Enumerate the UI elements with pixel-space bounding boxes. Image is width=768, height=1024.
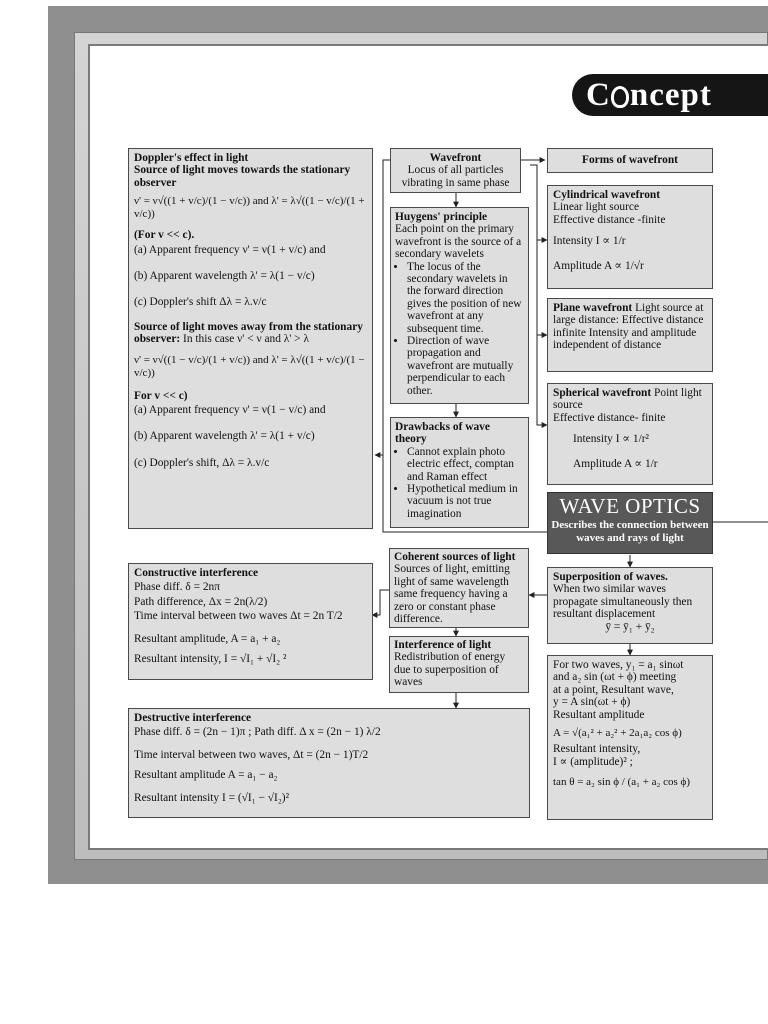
drawbacks-list xyxy=(395,446,524,520)
destructive-intensity: Resultant intensity I = (√I₁ − √I₂)² xyxy=(134,791,290,804)
doppler-away-formula: ν' = ν√((1 − v/c)/(1 + v/c)) and λ' = λ√((1 + v/c)/(1 − v/c)) xyxy=(134,353,365,379)
destructive-phase-path: Phase diff. δ = (2n − 1)π ; Path diff. Δ x = (2n − 1) λ/2 xyxy=(134,726,381,739)
two-waves-line-5: Resultant amplitude xyxy=(553,708,645,721)
plane-title: Plane wavefront xyxy=(553,302,633,314)
constructive-phase: Phase diff. δ = 2nπ xyxy=(134,581,220,594)
huygens-list xyxy=(395,261,524,397)
superposition-title: Superposition of waves. xyxy=(553,571,668,583)
huygens-point-1: • The locus of the secondary wavelets in the forward direction gives the position of new wavefront at any subsequent time. xyxy=(407,261,524,335)
cylindrical-wavefront-box xyxy=(547,185,713,289)
constructive-path: Path difference, Δx = 2n(λ/2) xyxy=(134,595,268,608)
wave-optics-box xyxy=(547,492,713,554)
doppler-shift-2: (c) Doppler's shift, Δλ = λ.v/c xyxy=(134,456,270,469)
superposition-box xyxy=(547,567,713,644)
doppler-apparent-frequency-1: (a) Apparent frequency ν' = ν(1 + v/c) and xyxy=(134,243,326,256)
two-waves-line-1: For two waves, y₁ = a₁ sinωt xyxy=(553,659,684,671)
drawback-1: • Cannot explain photo electric effect, comptan and Raman effect xyxy=(407,446,524,483)
wavefront-text: Locus of all particles vibrating in same phase xyxy=(401,164,510,189)
constructive-amplitude: Resultant amplitude, A = a₁ + a₂ xyxy=(134,632,281,645)
huygens-text: Each point on the primary wavefront is the source of a secondary wavelets xyxy=(395,223,522,261)
superposition-text: When two similar waves propagate simultaneously then resultant displacement xyxy=(553,583,693,621)
concept-badge xyxy=(572,74,768,116)
wave-optics-text: Describes the connection between waves and rays of light xyxy=(551,519,709,544)
doppler-apparent-frequency-2: (a) Apparent frequency ν' = ν(1 − v/c) and xyxy=(134,404,326,417)
spherical-wavefront-box xyxy=(547,383,713,485)
doppler-away-text: In this case ν' < ν and λ' > λ xyxy=(183,333,309,346)
coherent-title: Coherent sources of light xyxy=(394,551,516,563)
two-waves-line-4: y = A sin(ωt + ϕ) xyxy=(553,696,631,709)
destructive-interference-box xyxy=(128,708,530,818)
huygens-title: Huygens' principle xyxy=(395,211,488,223)
two-waves-line-9: tan θ = a₂ sin ϕ / (a₁ + a₂ cos ϕ) xyxy=(553,776,690,789)
coherent-text: Sources of light, emitting light of same wavelength same frequency having a zero or constant phase difference. xyxy=(394,563,510,626)
spherical-intensity: Intensity I ∝ 1/r² xyxy=(573,433,649,446)
constructive-title: Constructive interference xyxy=(134,567,259,579)
doppler-shift-1: (c) Doppler's shift Δλ = λ.v/c xyxy=(134,296,267,309)
drawback-2: • Hypothetical medium in vacuum is not true imagination xyxy=(407,483,524,520)
doppler-title: Doppler's effect in light xyxy=(134,152,249,164)
two-waves-line-2: and a₂ sin (ωt + ϕ) meeting xyxy=(553,671,677,684)
destructive-amplitude: Resultant amplitude A = a₁ − a₂ xyxy=(134,769,278,782)
wave-optics-title: WAVE OPTICS xyxy=(559,494,701,518)
doppler-effect-box xyxy=(128,148,373,529)
plane-wavefront-box xyxy=(547,298,713,372)
constructive-intensity: Resultant intensity, I = √I₁ + √I₂ ² xyxy=(134,653,287,666)
destructive-time: Time interval between two waves, Δt = (2n − 1)T/2 xyxy=(134,748,369,761)
spherical-amplitude: Amplitude A ∝ 1/r xyxy=(573,457,658,470)
two-waves-line-7: Resultant intensity, xyxy=(553,743,641,756)
huygens-point-2: • Direction of wave propagation and wavefront are mutually perpendicular to each other. xyxy=(407,335,524,397)
two-waves-line-3: at a point, Resultant wave, xyxy=(553,683,674,696)
destructive-title: Destructive interference xyxy=(134,712,252,724)
forms-title: Forms of wavefront xyxy=(582,154,678,166)
forms-of-wavefront-box xyxy=(547,148,713,173)
cylindrical-intensity: Intensity I ∝ 1/r xyxy=(553,235,626,248)
bulb-icon xyxy=(611,86,629,108)
two-waves-box xyxy=(547,655,713,820)
interference-of-light-box xyxy=(389,636,529,693)
drawbacks-title: Drawbacks of wave theory xyxy=(395,421,490,446)
interference-title: Interference of light xyxy=(394,639,492,651)
spherical-title: Spherical wavefront xyxy=(553,387,652,399)
cylindrical-source: Linear light source xyxy=(553,201,640,214)
doppler-apparent-wavelength-2: (b) Apparent wavelength λ' = λ(1 + v/c) xyxy=(134,430,315,443)
wavefront-title: Wavefront xyxy=(429,152,482,164)
doppler-towards-formula: ν' = ν√((1 + v/c)/(1 − v/c)) and λ' = λ√((1 − v/c)/(1 + v/c)) xyxy=(134,195,365,221)
badge-suffix: ncept xyxy=(629,76,712,113)
two-waves-line-6: A = √(a₁² + a₂² + 2a₁a₂ cos ϕ) xyxy=(553,727,682,740)
plane-text: Light source at large distance: Effective distance infinite Intensity and amplitude independent of distance xyxy=(553,302,704,352)
spherical-source: Point light source xyxy=(553,387,702,412)
doppler-towards-title: Source of light moves towards the stationary observer xyxy=(134,164,351,189)
interference-text: Redistribution of energy due to superposition of waves xyxy=(394,651,506,689)
cylindrical-amplitude: Amplitude A ∝ 1/√r xyxy=(553,259,644,272)
doppler-condition-2: For v << c) xyxy=(134,389,188,402)
cylindrical-title: Cylindrical wavefront xyxy=(553,189,661,201)
doppler-apparent-wavelength-1: (b) Apparent wavelength λ' = λ(1 − v/c) xyxy=(134,270,315,283)
wavefront-box xyxy=(390,148,521,193)
constructive-time: Time interval between two waves Δt = 2n T/2 xyxy=(134,610,343,623)
drawbacks-box xyxy=(390,417,529,528)
huygens-principle-box xyxy=(390,207,529,404)
spherical-distance: Effective distance- finite xyxy=(553,411,666,424)
two-waves-line-8: I ∝ (amplitude)² ; xyxy=(553,755,633,768)
badge-prefix: C xyxy=(586,76,611,113)
doppler-away-title: Source of light moves away from the stationary observer: xyxy=(134,320,363,346)
cylindrical-distance: Effective distance -finite xyxy=(553,213,666,226)
constructive-interference-box xyxy=(128,563,373,680)
coherent-sources-box xyxy=(389,548,529,628)
superposition-equation: ȳ = ȳ₁ + ȳ₂ xyxy=(605,620,655,633)
doppler-condition-1: (For v << c). xyxy=(134,229,195,242)
